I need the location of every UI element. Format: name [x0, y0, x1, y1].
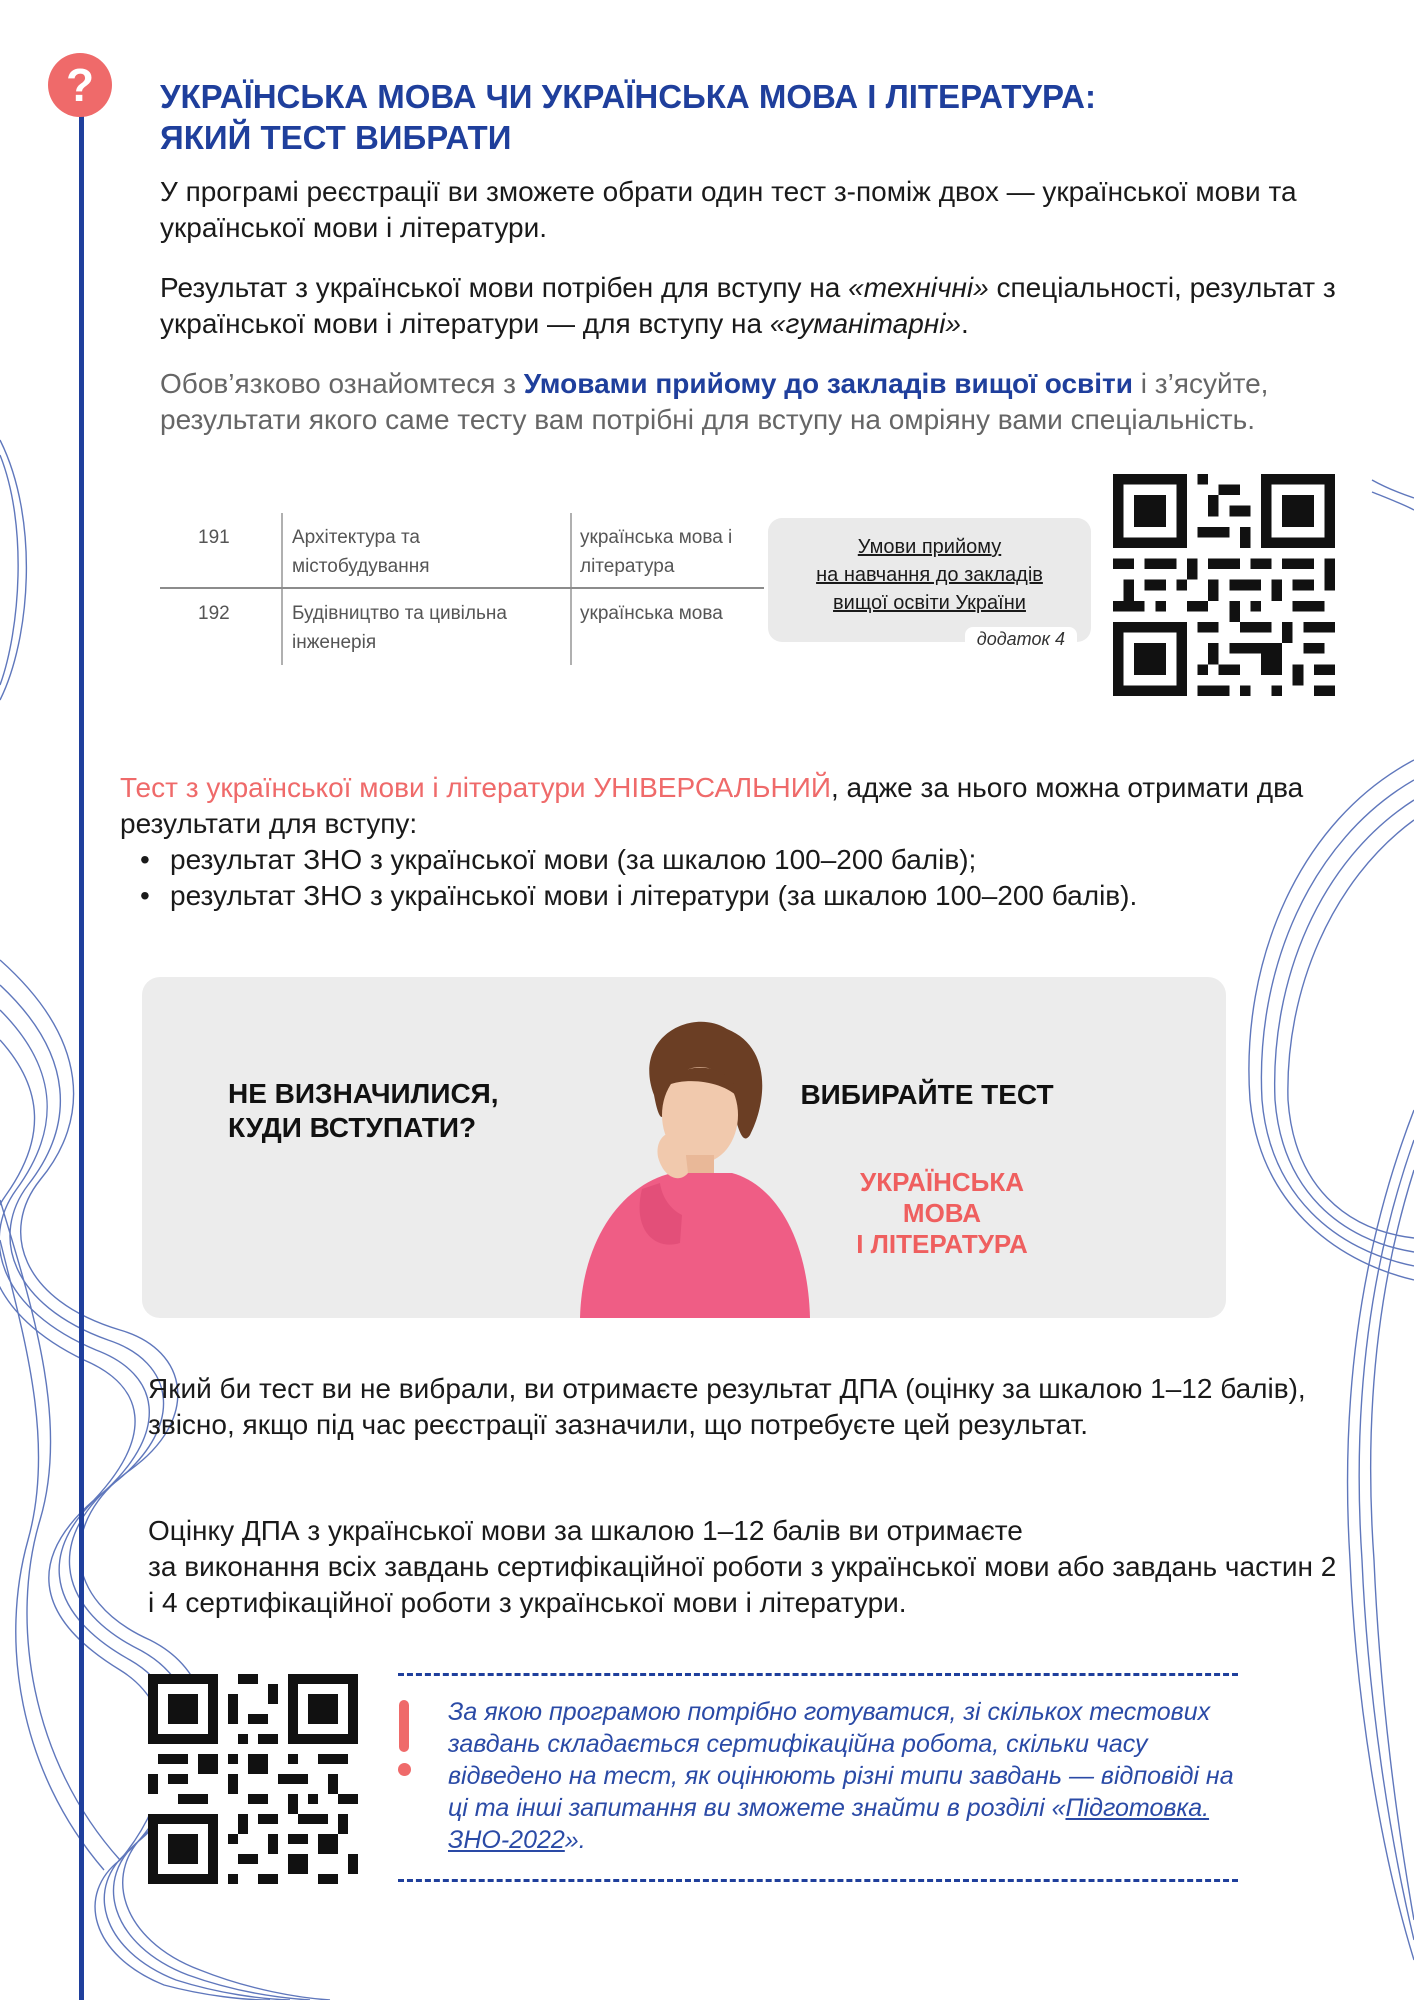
dpa-score-line-1: Оцінку ДПА з української мови за шкалою 1–12 балів ви отримаєте [148, 1515, 1023, 1546]
page-title-line-2: ЯКИЙ ТЕСТ ВИБРАТИ [160, 119, 512, 156]
specialty-code: 191 [198, 527, 230, 548]
banner-test-name-line-2: І ЛІТЕРАТУРА [856, 1229, 1028, 1259]
table-row [160, 589, 764, 665]
banner-test-name-line-1: УКРАЇНСЬКА МОВА [860, 1167, 1024, 1228]
specialty-name: Архітектура та містобудування [292, 527, 430, 577]
purpose-text-a: Результат з української мови потрібен для вступу на [160, 272, 849, 303]
technical-emphasis: «технічні» [848, 272, 989, 303]
universal-test-rest: , адже за нього можна отримати два результати для вступу: [120, 772, 1304, 839]
table-row [160, 513, 764, 589]
banner-question [228, 1077, 499, 1145]
thinking-woman-illustration [562, 1007, 822, 1318]
banner-question-line-1: НЕ ВИЗНАЧИЛИСЯ, [228, 1078, 499, 1109]
bubble-link-line-1[interactable]: Умови прийому [857, 536, 1002, 558]
list-item: • результат ЗНО з української мови (за шкалою 100–200 балів); [136, 842, 1366, 878]
purpose-text-c: . [961, 308, 969, 339]
universal-test-highlight: Тест з української мови і літератури УНІВЕРСАЛЬНИЙ [120, 772, 831, 803]
specialty-test: українська мова [580, 603, 723, 624]
purpose-text-b: спеціальності, результат з української мови і літератури — для вступу на [160, 272, 1336, 339]
left-rail-line [79, 90, 84, 2000]
bubble-link-line-3[interactable]: вищої освіти України [833, 592, 1026, 614]
preparation-info [448, 1696, 1238, 1856]
exclamation-icon [399, 1700, 409, 1752]
admission-text-a: Обов’язково ознайомтеся з [160, 368, 524, 399]
question-mark-icon: ? [48, 53, 112, 117]
dpa-score-paragraph [148, 1513, 1348, 1621]
admission-rules-paragraph [160, 366, 1310, 438]
admission-rules-bubble[interactable] [768, 518, 1091, 649]
banner-call-to-action: ВИБИРАЙТЕ ТЕСТ [800, 1079, 1054, 1110]
list-item: • результат ЗНО з української мови і літератури (за шкалою 100–200 балів). [136, 878, 1366, 914]
specialty-table [160, 513, 764, 665]
dpa-result-paragraph: Який би тест ви не вибрали, ви отримаєте результат ДПА (оцінку за шкалою 1–12 балів), звісно, якщо під час реєстрації зазначили, що потребуєте цей результат. [148, 1373, 1306, 1440]
page-title-line-1: УКРАЇНСЬКА МОВА ЧИ УКРАЇНСЬКА МОВА І ЛІТЕРАТУРА: [160, 78, 1096, 115]
info-divider-top [398, 1673, 1238, 1676]
preparation-info-tail: ». [564, 1826, 586, 1854]
specialty-name: Будівництво та цивільна інженерія [292, 603, 507, 653]
admission-rules-link[interactable]: Умовами прийому до закладів вищої освіти [523, 368, 1133, 399]
specialty-code: 192 [198, 603, 230, 624]
universal-test-paragraph [120, 770, 1350, 842]
preparation-link[interactable]: Підготовка. ЗНО-2022 [448, 1794, 1210, 1854]
info-divider-bottom [398, 1879, 1238, 1882]
promo-banner [142, 977, 1226, 1318]
banner-test-name [822, 1167, 1062, 1260]
admission-text-b: і з’ясуйте, результати якого саме тесту вам потрібні для вступу на омріяну вами спеціальність. [160, 368, 1269, 435]
humanitarian-emphasis: «гуманітарні» [769, 308, 962, 339]
appendix-note: додаток 4 [965, 627, 1077, 652]
bubble-link-line-2[interactable]: на навчання до закладів [816, 564, 1043, 586]
preparation-info-text: За якою програмою потрібно готуватися, зі скількох тестових завдань складається сертифікаційна робота, скільки часу відведено на тест, як оцінюють різні типи завдань — відповіді на ці та інші запитання ви зможете знайти в розділі « [448, 1698, 1234, 1822]
results-list [136, 842, 1366, 914]
qr-code-preparation[interactable] [148, 1674, 358, 1884]
specialty-test: українська мова і література [580, 527, 733, 577]
page-title [160, 76, 1310, 158]
dpa-score-line-2: за виконання всіх завдань сертифікаційної роботи з української мови або завдань частин 2 і 4 сертифікаційної роботи з української мови і літератури. [148, 1551, 1337, 1618]
intro-paragraph: У програмі реєстрації ви зможете обрати один тест з-поміж двох — української мови та української мови і літератури. [160, 176, 1297, 243]
banner-question-line-2: КУДИ ВСТУПАТИ? [228, 1112, 477, 1143]
purpose-paragraph [160, 270, 1390, 342]
exclamation-icon-dot [398, 1763, 411, 1776]
qr-code-admission-rules[interactable] [1113, 474, 1335, 696]
